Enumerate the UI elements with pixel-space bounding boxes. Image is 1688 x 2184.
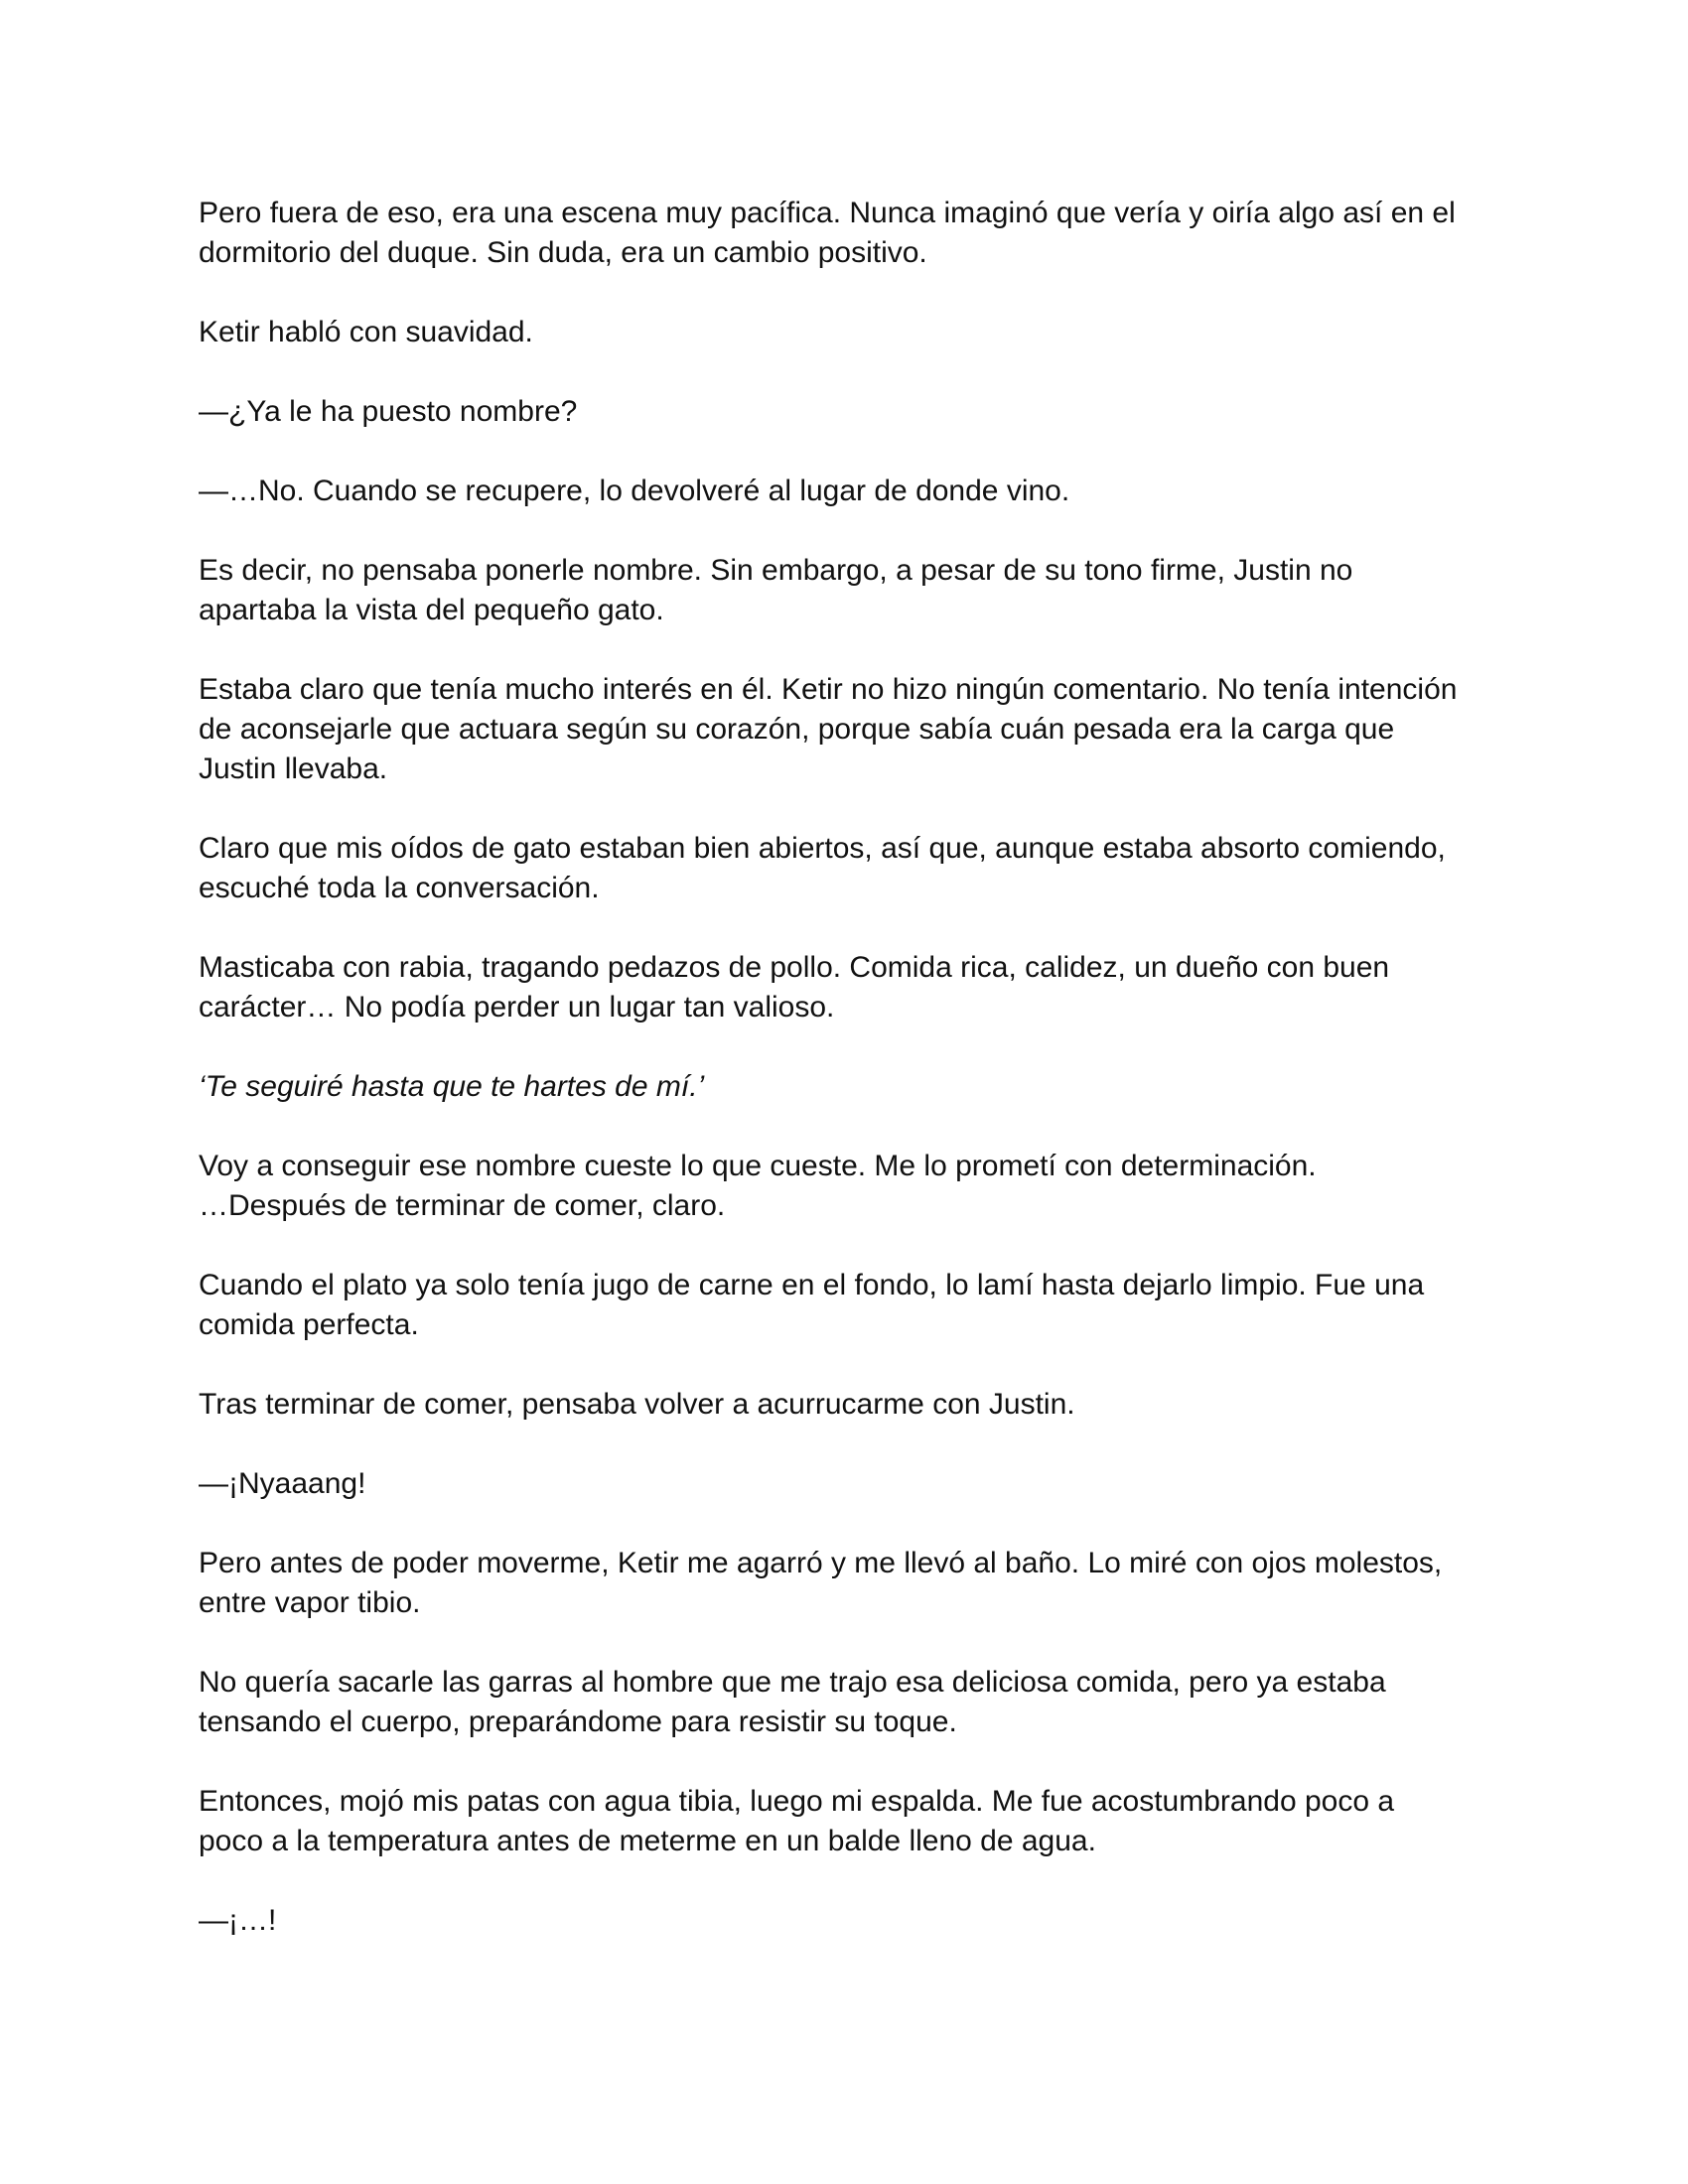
paragraph: No quería sacarle las garras al hombre que me trajo esa deliciosa comida, pero ya estaba tensando el cuerpo, preparándome para resistir su toque. [199,1666,1386,1738]
paragraph: Masticaba con rabia, tragando pedazos de pollo. Comida rica, calidez, un dueño con buen carácter… No podía perder un lugar tan valioso. [199,951,1390,1024]
paragraph: Tras terminar de comer, pensaba volver a acurrucarme con Justin. [199,1388,1075,1421]
paragraph: Ketir habló con suavidad. [199,316,533,348]
paragraph: Entonces, mojó mis patas con agua tibia, luego mi espalda. Me fue acostumbrando poco a poco a la temperatura antes de meterme en un balde lleno de agua. [199,1785,1395,1857]
dialogue-line: —¡Nyaaang! [199,1467,366,1500]
paragraph: Pero fuera de eso, era una escena muy pacífica. Nunca imaginó que vería y oiría algo así en el dormitorio del duque. Sin duda, era un cambio positivo. [199,197,1456,269]
dialogue-line: —¡…! [199,1904,277,1937]
dialogue-line: —…No. Cuando se recupere, lo devolveré al lugar de donde vino. [199,475,1070,507]
dialogue-line: —¿Ya le ha puesto nombre? [199,395,578,428]
body-text [199,194,1489,1980]
paragraph: Pero antes de poder moverme, Ketir me agarró y me llevó al baño. Lo miré con ojos molestos, entre vapor tibio. [199,1547,1443,1619]
paragraph: Voy a conseguir ese nombre cueste lo que cueste. Me lo prometí con determinación. …Después de terminar de comer, claro. [199,1150,1317,1222]
inner-thought: ‘Te seguiré hasta que te hartes de mí.’ [199,1070,705,1103]
paragraph: Claro que mis oídos de gato estaban bien abiertos, así que, aunque estaba absorto comiendo, escuché toda la conversación. [199,832,1446,904]
paragraph: Estaba claro que tenía mucho interés en él. Ketir no hizo ningún comentario. No tenía intención de aconsejarle que actuara según su corazón, porque sabía cuán pesada era la carga que Justin llevaba. [199,673,1458,785]
paragraph: Es decir, no pensaba ponerle nombre. Sin embargo, a pesar de su tono firme, Justin no apartaba la vista del pequeño gato. [199,554,1353,626]
paragraph: Cuando el plato ya solo tenía jugo de carne en el fondo, lo lamí hasta dejarlo limpio. Fue una comida perfecta. [199,1269,1425,1341]
